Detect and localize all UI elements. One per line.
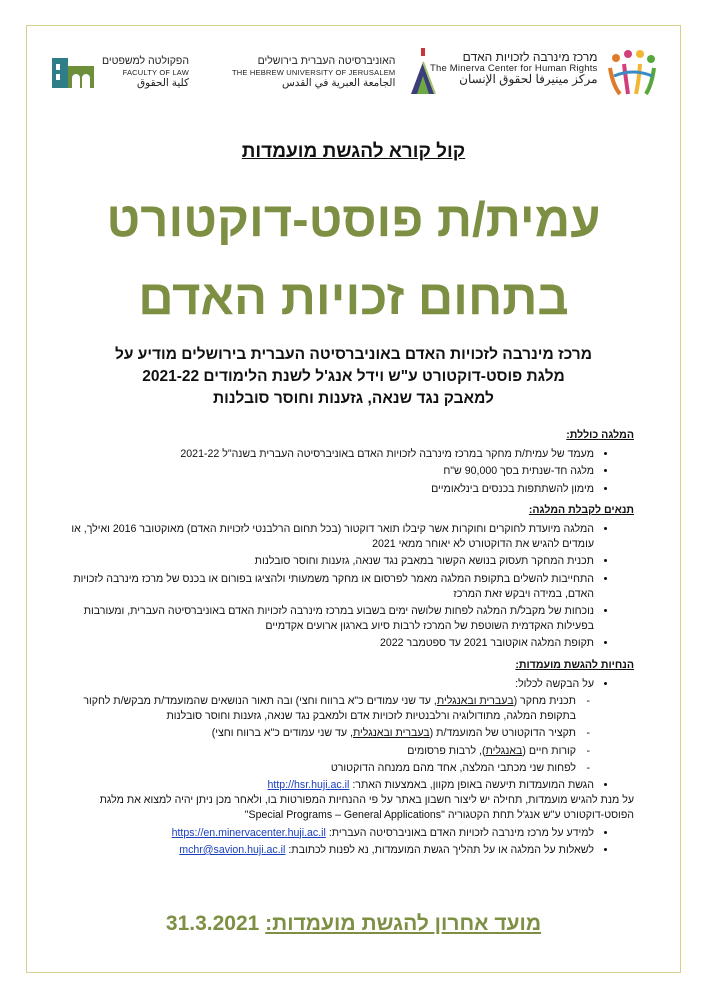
subitem-text: תכנית מחקר (	[513, 695, 576, 708]
conditions-list	[60, 522, 634, 652]
submit-text: הגשת המועמדות תיעשה באופן מקוון, באמצעות האתר:	[352, 779, 594, 792]
submit-note-block	[60, 793, 634, 823]
minerva-logo-en: The Minerva Center for Human Rights	[430, 63, 598, 74]
condition-item: • המלגה מיועדת לחוקרים וחוקרות אשר קיבלו תואר דוקטור (בכל תחום הרלבנטי לזכויות האדם) מאוקטובר 2016 ואילך, או עומדים להגיש את הדוקטורט לא יאוחר ממאי 2021	[60, 522, 594, 552]
intro-line-1: מרכז מינרבה לזכויות האדם באוניברסיטה העברית בירושלים מודיע על	[115, 346, 592, 363]
request-subitem-letters: - לפחות שני מכתבי המלצה, אחד מהם ממנחה הדוקטורט	[60, 761, 576, 776]
main-title-line2: בתחום זכויות האדם	[138, 271, 569, 325]
law-logo-en: FACULTY OF LAW	[122, 68, 189, 77]
request-label: על הבקשה לכלול:	[515, 677, 594, 690]
minerva-logo-he: מרכז מינרבה לזכויות האדם	[462, 50, 598, 64]
law-building-icon	[50, 48, 96, 94]
subitem-underlined: בעברית ובאנגלית	[352, 727, 430, 740]
grant-item: • מעמד של עמית/ת מחקר במרכז מינרבה לזכויות האדם באוניברסיטה העברית בשנה"ל 2021-22	[60, 447, 594, 462]
grant-item: • מלגה חד-שנתית בסך 90,000 ש"ח	[60, 464, 594, 479]
request-subitem-abstract	[60, 726, 576, 741]
submit-note: על מנת להגיש מועמדות, תחילה יש ליצור חשבון באתר על פי ההנחיות המפורטות בו, ולאחר מכן ניתן יהיה למצוא את מלגת הפוסט-דוקטורט ע"ש אנג'ל תחת הקטגוריה	[99, 794, 634, 822]
subitem-text: , עד שני עמודים כ"א ברווח וחצי)	[211, 727, 353, 740]
main-title-line1: עמית/ת פוסט-דוקטורט	[106, 193, 601, 247]
law-logo-ar: كلية الحقوق	[137, 77, 189, 89]
law-logo-he: הפקולטה למשפטים	[102, 55, 189, 67]
deadline-date: 31.3.2021	[165, 912, 260, 935]
grant-item: • מימון להשתתפות בכנסים בינלאומיים	[60, 482, 594, 497]
huji-logo-ar: الجامعة العبرية في القدس	[281, 77, 396, 89]
huji-logo-en: THE HEBREW UNIVERSITY OF JERUSALEM	[232, 68, 396, 77]
contact-text: לשאלות על המלגה או על תהליך הגשת המועמדות, נא לפנות לכתובת:	[288, 843, 594, 856]
info-link[interactable]: https://en.minervacenter.huji.ac.il	[171, 826, 326, 839]
call-heading: קול קורא להגשת מועמדות	[241, 141, 466, 162]
info-text: למידע על מרכז מינרבה לזכויות האדם באוניברסיטה העברית:	[328, 826, 594, 839]
subitem-underlined: באנגלית	[485, 744, 523, 757]
logo-bar	[50, 48, 660, 118]
deadline-label: מועד אחרון להגשת מועמדות:	[265, 912, 542, 935]
subitem-text: קורות חיים (	[522, 744, 576, 757]
intro-line-3: למאבק נגד שנאה, גזענות וחוסר סובלנות	[213, 390, 494, 407]
huji-logo-he: האוניברסיטה העברית בירושלים	[257, 55, 396, 67]
hebrew-university-logo	[232, 48, 439, 98]
request-requirements	[60, 677, 594, 776]
content-body	[60, 428, 634, 864]
minerva-center-logo	[430, 48, 660, 98]
condition-item: • התחייבות להשלים בתקופת המלגה מאמר לפרסום או מחקר משמעותי ולהציגו בפורום או בכנס של מרכז מינרבה לזכויות האדם, במידה ויבקש זאת המרכז	[60, 572, 594, 602]
grant-heading: המלגה כוללת:	[566, 429, 634, 441]
grant-list	[60, 447, 634, 497]
subitem-text: , עד שני עמודים כ"א ברווח וחצי) ובה תאור הנושאים שהמועמד/ת מבקש/ת לחקור בתקופת המלגה, מתודולוגיה ורלבנטיות לזכויות אדם ולמאבק נגד שנאה, גזענות וחוסר סובלנות	[83, 695, 576, 723]
condition-item: • תכנית המחקר תעסוק בנושא הקשור במאבק נגד שנאה, גזענות וחוסר סובלנות	[60, 554, 594, 569]
people-circle-icon	[606, 48, 660, 98]
condition-item: • נוכחות של מקבל/ת המלגה לפחות שלושה ימים בשבוע במרכז מינרבה לזכויות האדם באוניברסיטה העברית, ומעורבות בפעילות האקדמית השוטפת של המרכז לרבות סיוע בארגון ארועים אקדמיים	[60, 604, 594, 634]
online-submission	[60, 778, 634, 824]
faculty-of-law-logo	[50, 48, 189, 94]
contact-item	[60, 843, 594, 858]
subitem-underlined: בעברית ובאנגלית	[436, 695, 514, 708]
subitem-text: ), לרבות פרסומים	[407, 744, 486, 757]
contact-email-link[interactable]: mchr@savion.huji.ac.il	[179, 843, 286, 856]
guidelines-list	[60, 677, 634, 858]
request-sublist	[60, 694, 594, 776]
info-item	[60, 826, 594, 841]
intro-paragraph	[40, 344, 667, 410]
intro-line-2: מלגת פוסט-דוקטורט ע"ש וידל אנג'ל לשנת הלימודים 2021-22	[142, 368, 565, 385]
condition-item: • תקופת המלגה אוקטובר 2021 עד ספטמבר 2022	[60, 636, 594, 651]
request-subitem-research-plan	[60, 694, 576, 724]
subitem-text: תקציר הדוקטורט של המועמד/ת (	[429, 727, 576, 740]
submit-link[interactable]: http://hsr.huji.ac.il	[267, 779, 350, 792]
conditions-heading: תנאים לקבלת המלגה:	[528, 503, 634, 516]
request-subitem-cv	[60, 744, 576, 759]
guidelines-heading: הנחיות להגשת מועמדות:	[515, 658, 634, 671]
minerva-logo-ar: مركز مينيرفا لحقوق الإنسان	[459, 72, 598, 86]
deadline	[0, 912, 707, 936]
submit-category: "Special Programs – General Applications"	[244, 809, 445, 822]
